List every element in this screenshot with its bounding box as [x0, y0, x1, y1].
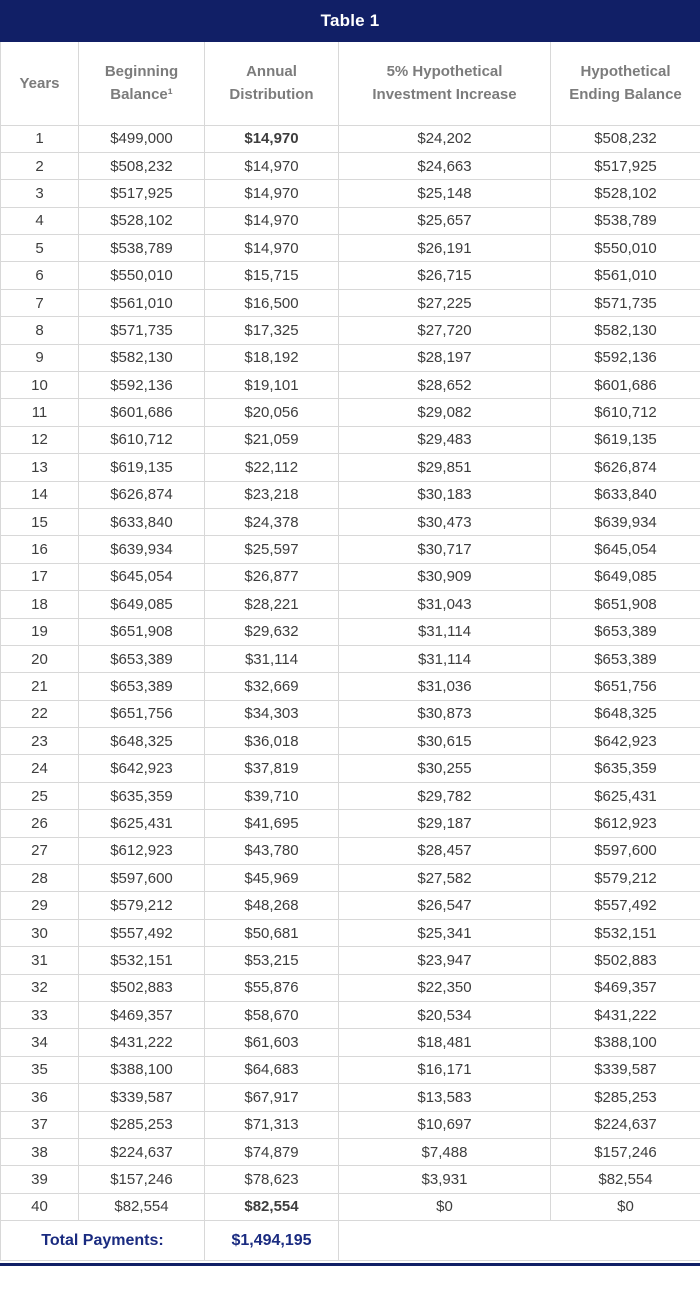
cell: $55,876: [205, 974, 339, 1001]
table-row: [1, 454, 700, 481]
cell: 19: [1, 618, 79, 645]
cell: $50,681: [205, 919, 339, 946]
cell: $26,877: [205, 563, 339, 590]
cell: $15,715: [205, 262, 339, 289]
cell: $39,710: [205, 782, 339, 809]
cell: $626,874: [79, 481, 205, 508]
cell: $612,923: [551, 810, 700, 837]
cell: 1: [1, 125, 79, 152]
cell: $23,218: [205, 481, 339, 508]
total-row: [1, 1221, 700, 1261]
cell: $648,325: [79, 728, 205, 755]
table-row: [1, 1029, 700, 1056]
cell: $157,246: [79, 1166, 205, 1193]
cell: 8: [1, 317, 79, 344]
cell: 25: [1, 782, 79, 809]
table-row: [1, 399, 700, 426]
cell: $18,481: [339, 1029, 551, 1056]
table-row: [1, 180, 700, 207]
cell: $582,130: [551, 317, 700, 344]
cell: $26,715: [339, 262, 551, 289]
cell: $14,970: [205, 180, 339, 207]
cell: $37,819: [205, 755, 339, 782]
cell: $502,883: [551, 947, 700, 974]
column-header: 5% Hypothetical Investment Increase: [339, 42, 551, 125]
cell: $508,232: [551, 125, 700, 152]
cell: $31,114: [205, 645, 339, 672]
table-row: [1, 344, 700, 371]
table-body: [1, 125, 700, 1221]
cell: 22: [1, 700, 79, 727]
cell: $20,534: [339, 1002, 551, 1029]
cell: 28: [1, 865, 79, 892]
cell: $29,851: [339, 454, 551, 481]
cell: 16: [1, 536, 79, 563]
cell: $30,615: [339, 728, 551, 755]
cell: $625,431: [551, 782, 700, 809]
cell: $31,036: [339, 673, 551, 700]
cell: $26,191: [339, 235, 551, 262]
cell: $561,010: [79, 289, 205, 316]
table-row: [1, 152, 700, 179]
cell: $653,389: [551, 618, 700, 645]
distribution-table: [0, 42, 700, 1261]
cell: 6: [1, 262, 79, 289]
cell: $61,603: [205, 1029, 339, 1056]
cell: $23,947: [339, 947, 551, 974]
cell: $431,222: [551, 1002, 700, 1029]
cell: $25,148: [339, 180, 551, 207]
cell: $571,735: [79, 317, 205, 344]
cell: $642,923: [551, 728, 700, 755]
cell: $561,010: [551, 262, 700, 289]
cell: $532,151: [551, 919, 700, 946]
cell: $469,357: [79, 1002, 205, 1029]
cell: $610,712: [551, 399, 700, 426]
cell: 32: [1, 974, 79, 1001]
cell: $16,171: [339, 1056, 551, 1083]
cell: $653,389: [79, 673, 205, 700]
bottom-accent-bar: [0, 1263, 700, 1266]
cell: $30,255: [339, 755, 551, 782]
cell: 17: [1, 563, 79, 590]
table-row: [1, 563, 700, 590]
cell: $633,840: [551, 481, 700, 508]
table-row: [1, 728, 700, 755]
cell: $651,908: [79, 618, 205, 645]
cell: $19,101: [205, 372, 339, 399]
cell: $24,378: [205, 508, 339, 535]
table-row: [1, 618, 700, 645]
table-title: Table 1: [320, 11, 380, 30]
cell: $645,054: [551, 536, 700, 563]
cell: $639,934: [79, 536, 205, 563]
table-row: [1, 645, 700, 672]
cell: $648,325: [551, 700, 700, 727]
cell: $34,303: [205, 700, 339, 727]
cell: 21: [1, 673, 79, 700]
cell: $25,657: [339, 207, 551, 234]
cell: $82,554: [205, 1193, 339, 1220]
cell: $3,931: [339, 1166, 551, 1193]
cell: $550,010: [551, 235, 700, 262]
cell: 30: [1, 919, 79, 946]
cell: $635,359: [79, 782, 205, 809]
cell: $32,669: [205, 673, 339, 700]
cell: $27,582: [339, 865, 551, 892]
cell: $579,212: [551, 865, 700, 892]
cell: $18,192: [205, 344, 339, 371]
cell: $28,221: [205, 591, 339, 618]
cell: $27,720: [339, 317, 551, 344]
cell: $499,000: [79, 125, 205, 152]
cell: $653,389: [79, 645, 205, 672]
cell: $28,197: [339, 344, 551, 371]
cell: $550,010: [79, 262, 205, 289]
cell: $64,683: [205, 1056, 339, 1083]
column-header: Annual Distribution: [205, 42, 339, 125]
table-row: [1, 947, 700, 974]
table-row: [1, 892, 700, 919]
table-row: [1, 810, 700, 837]
table-row: [1, 1193, 700, 1220]
cell: $528,102: [551, 180, 700, 207]
cell: $642,923: [79, 755, 205, 782]
cell: $30,717: [339, 536, 551, 563]
table-row: [1, 235, 700, 262]
column-header: Beginning Balance¹: [79, 42, 205, 125]
table-row: [1, 755, 700, 782]
cell: 12: [1, 426, 79, 453]
cell: $538,789: [79, 235, 205, 262]
cell: $78,623: [205, 1166, 339, 1193]
table-row: [1, 673, 700, 700]
total-payments-label: Total Payments:: [1, 1221, 205, 1261]
table-row: [1, 837, 700, 864]
cell: $633,840: [79, 508, 205, 535]
cell: $20,056: [205, 399, 339, 426]
cell: $53,215: [205, 947, 339, 974]
table-row: [1, 508, 700, 535]
cell: $625,431: [79, 810, 205, 837]
cell: $30,909: [339, 563, 551, 590]
table-row: [1, 426, 700, 453]
cell: 29: [1, 892, 79, 919]
cell: $592,136: [551, 344, 700, 371]
cell: $469,357: [551, 974, 700, 1001]
cell: $48,268: [205, 892, 339, 919]
cell: $41,695: [205, 810, 339, 837]
table-title-bar: [0, 0, 700, 42]
table-row: [1, 481, 700, 508]
cell: $67,917: [205, 1084, 339, 1111]
cell: $28,652: [339, 372, 551, 399]
cell: $58,670: [205, 1002, 339, 1029]
cell: $532,151: [79, 947, 205, 974]
cell: $285,253: [79, 1111, 205, 1138]
table-row: [1, 1111, 700, 1138]
cell: $649,085: [551, 563, 700, 590]
cell: $30,183: [339, 481, 551, 508]
cell: $592,136: [79, 372, 205, 399]
cell: $601,686: [551, 372, 700, 399]
cell: $610,712: [79, 426, 205, 453]
table-row: [1, 1002, 700, 1029]
column-header: Years: [1, 42, 79, 125]
cell: $285,253: [551, 1084, 700, 1111]
cell: $571,735: [551, 289, 700, 316]
header-row: [1, 42, 700, 125]
cell: $579,212: [79, 892, 205, 919]
cell: $157,246: [551, 1138, 700, 1165]
cell: $29,632: [205, 618, 339, 645]
cell: 9: [1, 344, 79, 371]
cell: $25,341: [339, 919, 551, 946]
table-row: [1, 1056, 700, 1083]
cell: $24,663: [339, 152, 551, 179]
cell: $651,756: [79, 700, 205, 727]
cell: $651,756: [551, 673, 700, 700]
table-row: [1, 1138, 700, 1165]
cell: $26,547: [339, 892, 551, 919]
table-row: [1, 207, 700, 234]
table-row: [1, 289, 700, 316]
cell: 23: [1, 728, 79, 755]
cell: $22,112: [205, 454, 339, 481]
cell: $597,600: [551, 837, 700, 864]
cell: 14: [1, 481, 79, 508]
cell: $16,500: [205, 289, 339, 316]
cell: $30,473: [339, 508, 551, 535]
cell: $0: [339, 1193, 551, 1220]
total-row-empty-cell: [339, 1221, 700, 1261]
cell: $28,457: [339, 837, 551, 864]
cell: $74,879: [205, 1138, 339, 1165]
cell: 11: [1, 399, 79, 426]
cell: $557,492: [79, 919, 205, 946]
table-row: [1, 262, 700, 289]
cell: 24: [1, 755, 79, 782]
cell: $31,043: [339, 591, 551, 618]
cell: 34: [1, 1029, 79, 1056]
cell: $24,202: [339, 125, 551, 152]
cell: $635,359: [551, 755, 700, 782]
cell: $45,969: [205, 865, 339, 892]
cell: $10,697: [339, 1111, 551, 1138]
cell: $82,554: [551, 1166, 700, 1193]
cell: $339,587: [79, 1084, 205, 1111]
cell: $649,085: [79, 591, 205, 618]
cell: 33: [1, 1002, 79, 1029]
cell: $339,587: [551, 1056, 700, 1083]
total-payments-value: $1,494,195: [205, 1221, 339, 1261]
table-row: [1, 782, 700, 809]
cell: $582,130: [79, 344, 205, 371]
cell: $43,780: [205, 837, 339, 864]
cell: 20: [1, 645, 79, 672]
cell: 4: [1, 207, 79, 234]
cell: $639,934: [551, 508, 700, 535]
table-row: [1, 125, 700, 152]
table-row: [1, 1084, 700, 1111]
cell: $17,325: [205, 317, 339, 344]
cell: $21,059: [205, 426, 339, 453]
cell: $388,100: [551, 1029, 700, 1056]
cell: $7,488: [339, 1138, 551, 1165]
table-row: [1, 700, 700, 727]
cell: $71,313: [205, 1111, 339, 1138]
cell: 18: [1, 591, 79, 618]
cell: 40: [1, 1193, 79, 1220]
cell: $29,782: [339, 782, 551, 809]
cell: 35: [1, 1056, 79, 1083]
cell: $388,100: [79, 1056, 205, 1083]
table-row: [1, 591, 700, 618]
cell: $517,925: [79, 180, 205, 207]
cell: $645,054: [79, 563, 205, 590]
cell: $626,874: [551, 454, 700, 481]
cell: $224,637: [551, 1111, 700, 1138]
cell: $13,583: [339, 1084, 551, 1111]
cell: $502,883: [79, 974, 205, 1001]
cell: $0: [551, 1193, 700, 1220]
cell: 2: [1, 152, 79, 179]
cell: $29,483: [339, 426, 551, 453]
cell: $612,923: [79, 837, 205, 864]
cell: 39: [1, 1166, 79, 1193]
table-row: [1, 919, 700, 946]
cell: $619,135: [79, 454, 205, 481]
column-header: Hypothetical Ending Balance: [551, 42, 700, 125]
cell: $508,232: [79, 152, 205, 179]
cell: $14,970: [205, 125, 339, 152]
cell: $14,970: [205, 152, 339, 179]
cell: 31: [1, 947, 79, 974]
cell: 7: [1, 289, 79, 316]
cell: $31,114: [339, 618, 551, 645]
cell: 38: [1, 1138, 79, 1165]
table-row: [1, 974, 700, 1001]
table-row: [1, 536, 700, 563]
cell: $36,018: [205, 728, 339, 755]
cell: $557,492: [551, 892, 700, 919]
cell: $528,102: [79, 207, 205, 234]
cell: $517,925: [551, 152, 700, 179]
cell: $597,600: [79, 865, 205, 892]
cell: 3: [1, 180, 79, 207]
cell: 27: [1, 837, 79, 864]
cell: 26: [1, 810, 79, 837]
cell: $31,114: [339, 645, 551, 672]
cell: $651,908: [551, 591, 700, 618]
cell: $29,082: [339, 399, 551, 426]
cell: $22,350: [339, 974, 551, 1001]
cell: $29,187: [339, 810, 551, 837]
cell: $25,597: [205, 536, 339, 563]
cell: 15: [1, 508, 79, 535]
cell: 5: [1, 235, 79, 262]
cell: $14,970: [205, 207, 339, 234]
cell: $601,686: [79, 399, 205, 426]
cell: 37: [1, 1111, 79, 1138]
cell: $431,222: [79, 1029, 205, 1056]
cell: $653,389: [551, 645, 700, 672]
table-row: [1, 317, 700, 344]
cell: $14,970: [205, 235, 339, 262]
cell: $224,637: [79, 1138, 205, 1165]
table-row: [1, 865, 700, 892]
cell: $30,873: [339, 700, 551, 727]
cell: 13: [1, 454, 79, 481]
cell: $27,225: [339, 289, 551, 316]
table-row: [1, 372, 700, 399]
table-row: [1, 1166, 700, 1193]
cell: 10: [1, 372, 79, 399]
cell: $619,135: [551, 426, 700, 453]
cell: $82,554: [79, 1193, 205, 1220]
cell: 36: [1, 1084, 79, 1111]
cell: $538,789: [551, 207, 700, 234]
